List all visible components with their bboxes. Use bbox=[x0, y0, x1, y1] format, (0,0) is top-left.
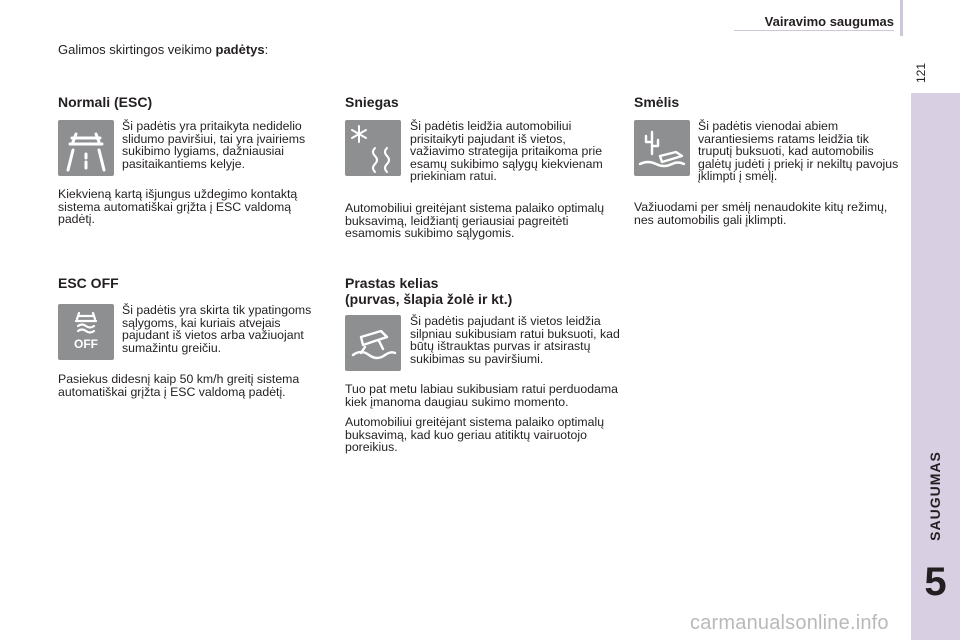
intro-line bbox=[58, 42, 268, 57]
page-number bbox=[914, 58, 928, 88]
watermark: carmanualsonline.info bbox=[690, 612, 889, 634]
header-vertical-rule bbox=[900, 0, 903, 36]
normali-beside-text: Ši padėtis yra pritaikyta nedidelio slidumo paviršiui, tai yra įvairiems sukibimo lygiams, dažniausiai pasitaikantiems kelyje. bbox=[122, 119, 306, 171]
sniegas-paragraph-1: Automobiliui greitėjant sistema palaiko optimalų buksavimą, leidžiantį geriausiai pagreitėti esamomis sukibimo sąlygomis. bbox=[345, 201, 605, 241]
snowflake-tracks-icon bbox=[345, 120, 401, 176]
car-mud-icon bbox=[345, 315, 401, 371]
car-road-lanes-icon bbox=[58, 120, 114, 176]
smelis-paragraph bbox=[634, 201, 902, 234]
header-divider bbox=[734, 30, 894, 31]
intro-bold: padėtys bbox=[215, 42, 265, 57]
esc-off-paragraph bbox=[58, 373, 320, 406]
cactus-sand-icon bbox=[634, 120, 690, 176]
chapter-number: 5 bbox=[924, 560, 947, 604]
sidebar-label bbox=[911, 440, 960, 560]
prastas-title-line2: (purvas, šlapia žolė ir kt.) bbox=[345, 291, 513, 307]
intro-text: Galimos skirtingos veikimo bbox=[58, 42, 216, 57]
prastas-paragraph-2: Automobiliui greitėjant sistema palaiko optimalų buksavimą, kad kuo geriau atitiktų vairuotojo poreikius. bbox=[345, 415, 605, 455]
intro-suffix: : bbox=[264, 42, 269, 57]
section-header-title: Vairavimo saugumas bbox=[764, 14, 894, 29]
esc-off-label: OFF bbox=[74, 337, 98, 351]
esc-off-beside-text: Ši padėtis yra skirta tik ypatingoms sąlygoms, kai kuriais atvejais pajudant iš vietos arba važiuojant sumažintu greičiu. bbox=[122, 303, 312, 355]
section-title-prastas bbox=[345, 275, 512, 307]
smelis-beside-text: Ši padėtis vienodai abiem varantiesiems ratams leidžia tik truputį buksuoti, kad automobilis galėtų judėti į priekį ir nekiltų pavojus įklimpti į smėlį. bbox=[698, 119, 899, 184]
page-number-text: 121 bbox=[914, 62, 928, 84]
esc-off-paragraph-1: Pasiekus didesnį kaip 50 km/h greitį sistema automatiškai grįžta į ESC valdomą padėtį. bbox=[58, 372, 300, 399]
section-title-normali: Normali (ESC) bbox=[58, 94, 153, 110]
sniegas-paragraph bbox=[345, 202, 620, 248]
prastas-paragraphs bbox=[345, 383, 620, 462]
section-title-esc-off: ESC OFF bbox=[58, 275, 119, 291]
prastas-beside-text: Ši padėtis pajudant iš vietos leidžia silpniau sukibusiam ratui buksuoti, kad būtų ištrauktas purvas ir atsirastų sukibimas su paviršiumi. bbox=[410, 314, 620, 366]
esc-off-icon bbox=[58, 304, 114, 360]
sniegas-beside-text: Ši padėtis leidžia automobiliui prisitaikyti pajudant iš vietos, važiavimo strategija pritaikoma prie esamų sukibimo sąlygų kiekvienam priekiniam ratui. bbox=[410, 119, 603, 184]
prastas-title-line1: Prastas kelias bbox=[345, 275, 439, 291]
normali-paragraph bbox=[58, 188, 320, 234]
section-title-sniegas: Sniegas bbox=[345, 94, 399, 110]
normali-paragraph-1: Kiekvieną kartą išjungus uždegimo kontaktą sistema automatiškai grįžta į ESC valdomą padėtį. bbox=[58, 187, 298, 227]
smelis-paragraph-1: Važiuodami per smėlį nenaudokite kitų režimų, nes automobilis gali įklimpti. bbox=[634, 200, 888, 227]
section-title-smelis: Smėlis bbox=[634, 94, 680, 110]
sidebar-label-text: SAUGUMAS bbox=[927, 451, 943, 541]
prastas-paragraph-1: Tuo pat metu labiau sukibusiam ratui perduodama kiek įmanoma daugiau sukimo momento. bbox=[345, 382, 618, 409]
